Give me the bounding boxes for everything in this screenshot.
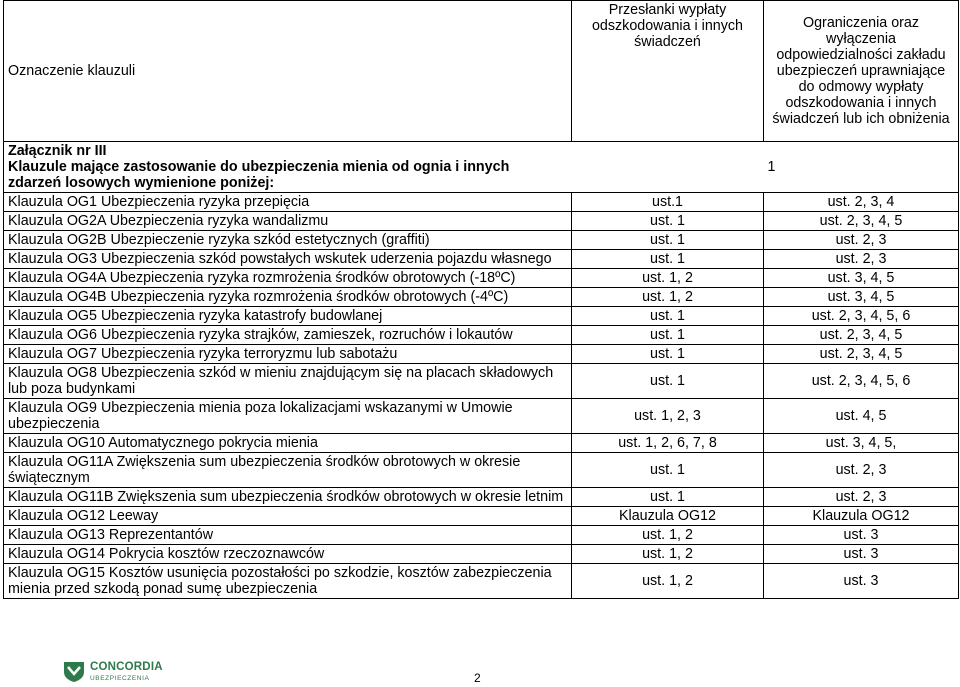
payout-premise: ust. 1, 2 — [572, 526, 764, 545]
clause-name: Klauzula OG15 Kosztów usunięcia pozostałości po szkodzie, kosztów zabezpieczenia mienia przed szkodą ponad sumę ubezpieczenia — [4, 564, 572, 599]
clause-name: Klauzula OG3 Ubezpieczenia szkód powstałych wskutek uderzenia pojazdu własnego — [4, 250, 572, 269]
limitations: ust. 3 — [764, 526, 959, 545]
clause-name: Klauzula OG13 Reprezentantów — [4, 526, 572, 545]
payout-premise: ust. 1, 2 — [572, 564, 764, 599]
limitations: ust. 2, 3 — [764, 453, 959, 488]
limitations: ust. 3, 4, 5 — [764, 269, 959, 288]
clause-name: Klauzula OG8 Ubezpieczenia szkód w mieniu znajdującym się na placach składowych lub poza budynkami — [4, 364, 572, 399]
limitations: ust. 2, 3, 4, 5, 6 — [764, 364, 959, 399]
limitations: ust. 2, 3, 4 — [764, 193, 959, 212]
clause-name: Klauzula OG6 Ubezpieczenia ryzyka strajków, zamieszek, rozruchów i lokautów — [4, 326, 572, 345]
payout-premise: ust. 1 — [572, 231, 764, 250]
clauses-table — [3, 0, 959, 599]
clause-name: Klauzula OG4A Ubezpieczenia ryzyka rozmrożenia środków obrotowych (-18ºC) — [4, 269, 572, 288]
limitations: ust. 2, 3, 4, 5 — [764, 326, 959, 345]
clause-name: Klauzula OG1 Ubezpieczenia ryzyka przepięcia — [4, 193, 572, 212]
limitations: ust. 2, 3, 4, 5 — [764, 345, 959, 364]
page-number: 2 — [474, 671, 481, 685]
limitations: ust. 2, 3 — [764, 250, 959, 269]
annex-line-3: zdarzeń losowych wymienione poniżej: — [8, 175, 275, 191]
payout-premise: ust. 1 — [572, 250, 764, 269]
table-row — [4, 250, 959, 269]
table-row — [4, 434, 959, 453]
limitations: ust. 2, 3, 4, 5, 6 — [764, 307, 959, 326]
table-row — [4, 193, 959, 212]
clause-name: Klauzula OG11B Zwiększenia sum ubezpieczenia środków obrotowych w okresie letnim — [4, 488, 572, 507]
annex-number: 1 — [764, 142, 959, 193]
table-row — [4, 307, 959, 326]
header-limitations: Ograniczenia oraz wyłączenia odpowiedzialności zakładu ubezpieczeń uprawniające do odmowy wypłaty odszkodowania i innych świadczeń lub ich obniżenia — [764, 1, 959, 142]
clause-name: Klauzula OG7 Ubezpieczenia ryzyka terroryzmu lub sabotażu — [4, 345, 572, 364]
table-row — [4, 545, 959, 564]
limitations: ust. 3, 4, 5, — [764, 434, 959, 453]
table-row — [4, 564, 959, 599]
shield-icon — [62, 659, 86, 683]
limitations: ust. 3 — [764, 545, 959, 564]
payout-premise: ust. 1, 2, 3 — [572, 399, 764, 434]
clause-name: Klauzula OG11A Zwiększenia sum ubezpieczenia środków obrotowych w okresie świątecznym — [4, 453, 572, 488]
payout-premise: ust. 1 — [572, 326, 764, 345]
limitations: ust. 2, 3 — [764, 488, 959, 507]
table-row — [4, 326, 959, 345]
annex-spacer — [572, 142, 764, 193]
payout-premise: ust. 1 — [572, 488, 764, 507]
table-row — [4, 399, 959, 434]
payout-premise: ust. 1 — [572, 212, 764, 231]
clause-name: Klauzula OG2A Ubezpieczenia ryzyka wandalizmu — [4, 212, 572, 231]
clause-name: Klauzula OG4B Ubezpieczenia ryzyka rozmrożenia środków obrotowych (-4ºC) — [4, 288, 572, 307]
payout-premise: ust. 1, 2, 6, 7, 8 — [572, 434, 764, 453]
clause-name: Klauzula OG12 Leeway — [4, 507, 572, 526]
payout-premise: ust. 1 — [572, 453, 764, 488]
concordia-logo — [62, 659, 162, 685]
clause-name: Klauzula OG14 Pokrycia kosztów rzeczoznawców — [4, 545, 572, 564]
payout-premise: ust. 1, 2 — [572, 269, 764, 288]
header-payout-premises: Przesłanki wypłaty odszkodowania i innych świadczeń — [572, 1, 764, 142]
clause-name: Klauzula OG5 Ubezpieczenia ryzyka katastrofy budowlanej — [4, 307, 572, 326]
limitations: ust. 3, 4, 5 — [764, 288, 959, 307]
limitations: ust. 2, 3 — [764, 231, 959, 250]
limitations: ust. 2, 3, 4, 5 — [764, 212, 959, 231]
payout-premise: ust. 1 — [572, 307, 764, 326]
logo-subtitle: UBEZPIECZENIA — [90, 675, 150, 682]
limitations: ust. 4, 5 — [764, 399, 959, 434]
table-row — [4, 453, 959, 488]
payout-premise: ust. 1, 2 — [572, 288, 764, 307]
table-row — [4, 364, 959, 399]
table-row — [4, 288, 959, 307]
table-row — [4, 488, 959, 507]
header-clause-designation: Oznaczenie klauzuli — [4, 1, 572, 142]
payout-premise: ust. 1 — [572, 345, 764, 364]
payout-premise: Klauzula OG12 — [572, 507, 764, 526]
clause-name: Klauzula OG10 Automatycznego pokrycia mienia — [4, 434, 572, 453]
limitations: ust. 3 — [764, 564, 959, 599]
table-row — [4, 212, 959, 231]
table-row — [4, 507, 959, 526]
clause-name: Klauzula OG2B Ubezpieczenie ryzyka szkód estetycznych (graffiti) — [4, 231, 572, 250]
logo-name: CONCORDIA — [90, 661, 163, 673]
limitations: Klauzula OG12 — [764, 507, 959, 526]
payout-premise: ust. 1, 2 — [572, 545, 764, 564]
table-row — [4, 231, 959, 250]
payout-premise: ust.1 — [572, 193, 764, 212]
table-row — [4, 345, 959, 364]
table-row — [4, 269, 959, 288]
clause-name: Klauzula OG9 Ubezpieczenia mienia poza lokalizacjami wskazanymi w Umowie ubezpieczenia — [4, 399, 572, 434]
annex-heading — [4, 142, 572, 193]
annex-row — [4, 142, 959, 193]
annex-line-1: Załącznik nr III — [8, 143, 107, 159]
annex-line-2: Klauzule mające zastosowanie do ubezpieczenia mienia od ognia i innych — [8, 159, 510, 175]
payout-premise: ust. 1 — [572, 364, 764, 399]
header-row — [4, 1, 959, 142]
table-row — [4, 526, 959, 545]
